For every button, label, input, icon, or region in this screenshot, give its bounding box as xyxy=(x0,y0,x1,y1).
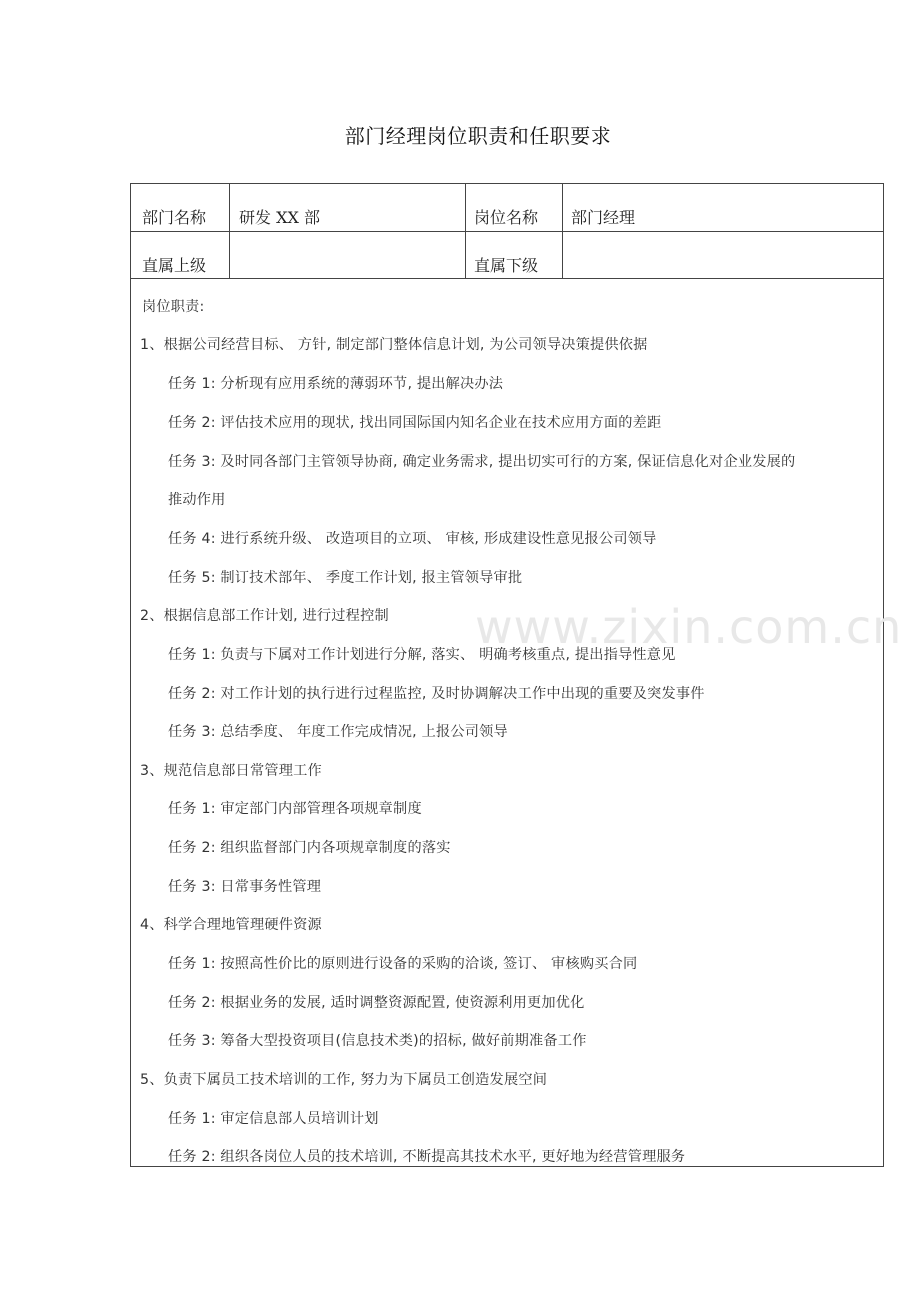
task-line: 任务 3: 筹备大型投资项目(信息技术类)的招标, 做好前期准备工作 xyxy=(168,1033,587,1049)
task-line: 任务 1: 审定信息部人员培训计划 xyxy=(168,1111,379,1127)
task-line: 任务 1: 负责与下属对工作计划进行分解, 落实、 明确考核重点, 提出指导性意见 xyxy=(168,647,676,663)
task-line: 任务 3: 及时同各部门主管领导协商, 确定业务需求, 提出切实可行的方案, 保证信息化对企业发展的 xyxy=(168,454,796,470)
task-line: 任务 2: 组织各岗位人员的技术培训, 不断提高其技术水平, 更好地为经营管理服务 xyxy=(168,1149,686,1165)
section-label: 岗位职责: xyxy=(142,299,205,315)
watermark: www.zixin.com.cn xyxy=(475,600,903,654)
col-divider-2 xyxy=(465,184,466,278)
task-line: 任务 5: 制订技术部年、 季度工作计划, 报主管领导审批 xyxy=(168,570,523,586)
dept-value: 研发 XX 部 xyxy=(239,208,320,227)
col-divider-1 xyxy=(229,184,230,278)
task-line: 任务 3: 总结季度、 年度工作完成情况, 上报公司领导 xyxy=(168,724,508,740)
row-divider-2 xyxy=(131,278,883,279)
task-line: 任务 1: 按照高性价比的原则进行设备的采购的洽谈, 签订、 审核购买合同 xyxy=(168,956,638,972)
task-line: 任务 2: 根据业务的发展, 适时调整资源配置, 使资源利用更加优化 xyxy=(168,995,585,1011)
post-value: 部门经理 xyxy=(571,208,636,227)
task-line: 任务 2: 评估技术应用的现状, 找出同国际国内知名企业在技术应用方面的差距 xyxy=(168,415,662,431)
duty-heading: 3、规范信息部日常管理工作 xyxy=(140,763,322,779)
task-line: 任务 1: 分析现有应用系统的薄弱环节, 提出解决办法 xyxy=(168,376,504,392)
col-divider-3 xyxy=(562,184,563,278)
task-line: 任务 4: 进行系统升级、 改造项目的立项、 审核, 形成建设性意见报公司领导 xyxy=(168,531,657,547)
duty-heading: 5、负责下属员工技术培训的工作, 努力为下属员工创造发展空间 xyxy=(140,1072,548,1088)
dept-label: 部门名称 xyxy=(142,208,207,227)
page-title: 部门经理岗位职责和任职要求 xyxy=(344,124,612,148)
superior-label: 直属上级 xyxy=(142,256,207,275)
duty-table xyxy=(130,183,884,1167)
task-line: 推动作用 xyxy=(168,492,226,508)
duty-heading: 2、根据信息部工作计划, 进行过程控制 xyxy=(140,608,389,624)
duty-heading: 1、根据公司经营目标、 方针, 制定部门整体信息计划, 为公司领导决策提供依据 xyxy=(140,337,648,353)
row-divider-1 xyxy=(131,231,883,232)
task-line: 任务 3: 日常事务性管理 xyxy=(168,879,322,895)
post-label: 岗位名称 xyxy=(474,208,539,227)
subordinate-label: 直属下级 xyxy=(474,256,539,275)
task-line: 任务 2: 组织监督部门内各项规章制度的落实 xyxy=(168,840,451,856)
task-line: 任务 1: 审定部门内部管理各项规章制度 xyxy=(168,801,422,817)
duty-heading: 4、科学合理地管理硬件资源 xyxy=(140,917,322,933)
task-line: 任务 2: 对工作计划的执行进行过程监控, 及时协调解决工作中出现的重要及突发事件 xyxy=(168,686,705,702)
